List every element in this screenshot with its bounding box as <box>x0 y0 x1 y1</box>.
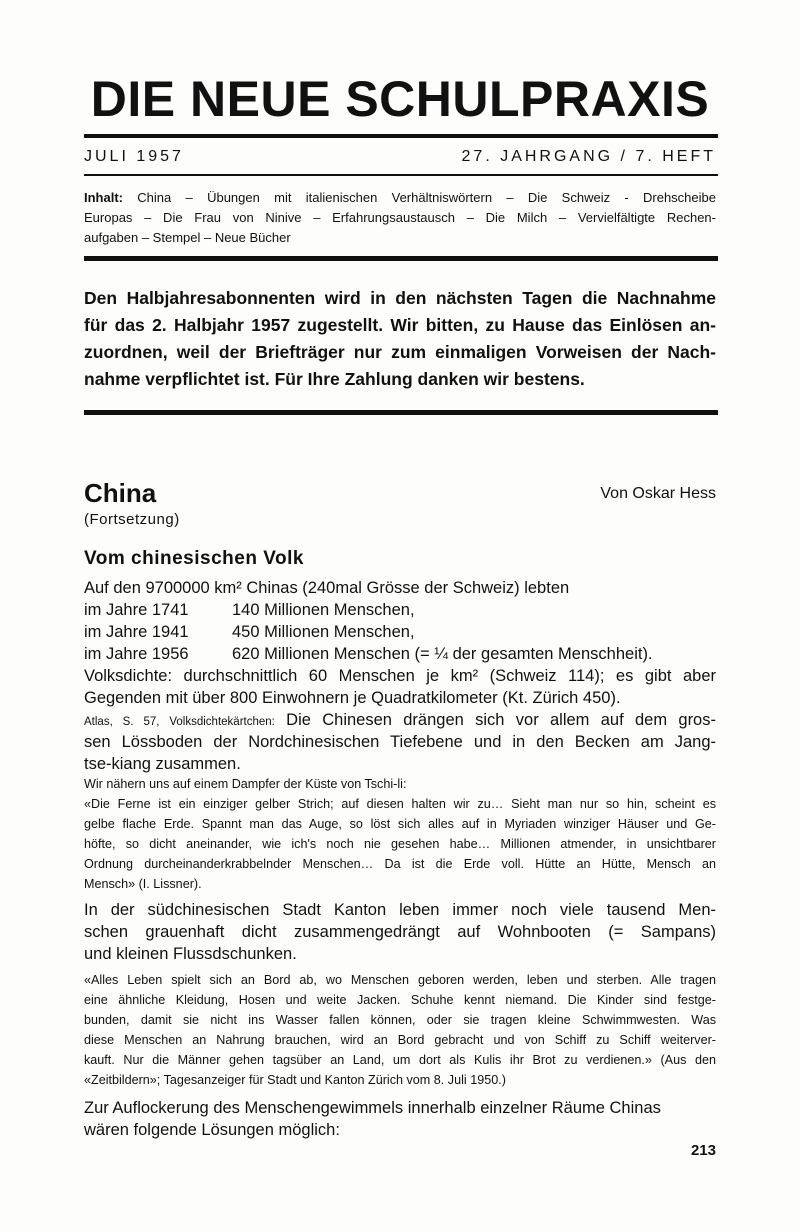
article-title: China <box>84 478 157 508</box>
body-line: schen grauenhaft dicht zusammengedrängt auf Wohnbooten (= Sampans) <box>84 923 716 941</box>
notice-line: zuordnen, weil der Briefträger nur zum einmaligen Vorweisen der Nach- <box>84 342 716 362</box>
population-value: 450 Millionen Menschen, <box>232 623 415 641</box>
divider <box>84 134 718 138</box>
divider <box>84 174 718 176</box>
year: im Jahre 1741 <box>84 601 189 619</box>
contents-line <box>84 190 716 205</box>
body-line: Zur Auflockerung des Menschengewimmels innerhalb einzelner Räume Chinas <box>84 1099 661 1117</box>
population-value: 620 Millionen Menschen (= ¼ der gesamten Menschheit). <box>232 645 653 663</box>
body-line: tse-kiang zusammen. <box>84 755 241 773</box>
body-line: Volksdichte: durchschnittlich 60 Menschen je km² (Schweiz 114); es gibt aber <box>84 667 716 685</box>
quote-line: «Zeitbildern»; Tagesanzeiger für Stadt und Kanton Zürich vom 8. Juli 1950.) <box>84 1073 506 1087</box>
quote-line: kauft. Nur die Männer gehen tagsüber an Land, um dort als Kulis ihr Brot zu verdienen.» (Aus den <box>84 1053 716 1067</box>
population-row <box>84 623 716 642</box>
divider <box>84 256 718 261</box>
population-value: 140 Millionen Menschen, <box>232 601 415 619</box>
population-row <box>84 645 716 664</box>
article-subtitle: (Fortsetzung) <box>84 511 180 528</box>
body-line: wären folgende Lösungen möglich: <box>84 1121 340 1139</box>
contents-text: China – Übungen mit italienischen Verhältniswörtern – Die Schweiz - Drehscheibe <box>137 190 716 205</box>
divider <box>84 410 718 415</box>
masthead-title: DIE NEUE SCHULPRAXIS <box>90 71 710 127</box>
contents-line: Europas – Die Frau von Ninive – Erfahrungsaustausch – Die Milch – Vervielfältigte Rechen- <box>84 210 716 225</box>
quote-line: «Alles Leben spielt sich an Bord ab, wo Menschen geboren werden, leben und sterben. Alle tragen <box>84 973 716 987</box>
section-heading: Vom chinesischen Volk <box>84 548 304 569</box>
notice-line: für das 2. Halbjahr 1957 zugestellt. Wir bitten, zu Hause das Einlösen an- <box>84 315 716 335</box>
quote-line: bunden, damit sie nicht ins Wasser fallen können, oder sie tragen kleine Schwimmwesten. Was <box>84 1013 716 1027</box>
contents-line: aufgaben – Stempel – Neue Bücher <box>84 230 291 245</box>
quote-line: Mensch» (I. Lissner). <box>84 877 202 891</box>
body-line: Gegenden mit über 800 Einwohnern je Quadratkilometer (Kt. Zürich 450). <box>84 689 621 707</box>
body-line <box>84 711 716 730</box>
quote-line: Ordnung durcheinanderkrabbelnder Menschen… Da ist die Erde voll. Hütte an Hütte, Mensch an <box>84 857 716 871</box>
article-author: Von Oskar Hess <box>600 485 716 502</box>
page-number: 213 <box>690 1142 716 1159</box>
body-line: Auf den 9700000 km² Chinas (240mal Grösse der Schweiz) lebten <box>84 579 570 597</box>
quote-line: gelbe flache Erde. Spannt man das Auge, so löst sich alles auf in Myriaden winziger Häuser und Ge- <box>84 817 716 831</box>
notice-line: Den Halbjahresabonnenten wird in den nächsten Tagen die Nachnahme <box>84 288 716 308</box>
quote-line: diese Menschen an Nahrung brauchen, wird an Bord gebracht und von Schiff zu Schiff weiterver- <box>84 1033 716 1047</box>
contents-label: Inhalt: <box>84 190 123 205</box>
year: im Jahre 1941 <box>84 623 189 641</box>
body-line: und kleinen Flussdschunken. <box>84 945 297 963</box>
body-line: sen Lössboden der Nordchinesischen Tiefebene und in den Becken am Jang- <box>84 733 716 751</box>
issue-line <box>84 148 716 166</box>
notice-line: nahme verpflichtet ist. Für Ihre Zahlung danken wir bestens. <box>84 369 585 389</box>
population-row <box>84 601 716 620</box>
quote-line: eine ähnliche Kleidung, Hosen und weite Jacken. Schuhe kennt niemand. Die Kinder sind festge- <box>84 993 716 1007</box>
quote-line: höfte, so dicht aneinander, wie ich's noch nie gesehen habe… Millionen atmender, in unsichtbarer <box>84 837 716 851</box>
year: im Jahre 1956 <box>84 645 189 663</box>
issue-date: JULI 1957 <box>84 148 184 165</box>
quote-line: «Die Ferne ist ein einziger gelber Strich; auf diesen halten wir zu… Sieht man nur so hin, scheint es <box>84 797 716 811</box>
body-text: Die Chinesen drängen sich vor allem auf dem gros- <box>286 711 716 729</box>
issue-number: 27. JAHRGANG / 7. HEFT <box>461 148 716 165</box>
atlas-reference: Atlas, S. 57, Volksdichtekärtchen: <box>84 716 275 728</box>
quote-line: Wir nähern uns auf einem Dampfer der Küste von Tschi-li: <box>84 777 407 791</box>
body-line: In der südchinesischen Stadt Kanton leben immer noch viele tausend Men- <box>84 901 716 919</box>
